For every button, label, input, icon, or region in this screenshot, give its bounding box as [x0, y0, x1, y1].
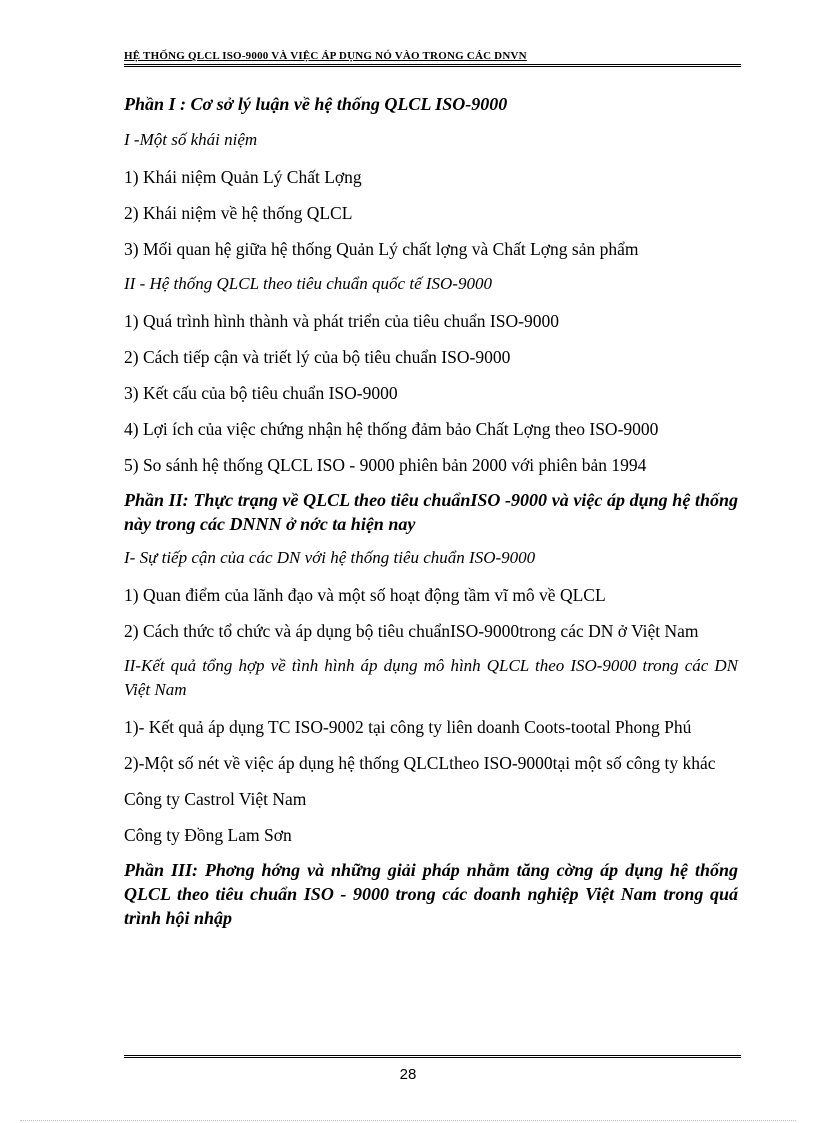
- list-item: 1) Khái niệm Quản Lý Chất Lợng: [124, 167, 362, 187]
- list-item: 3) Kết cấu của bộ tiêu chuẩn ISO-9000: [124, 383, 398, 403]
- part-heading: Phần I : Cơ sở lý luận về hệ thống QLCL ISO-9000: [124, 94, 508, 114]
- list-item: Công ty Đồng Lam Sơn: [124, 825, 292, 845]
- section-heading: II-Kết quả tổng hợp về tình hình áp dụng mô hình QLCL theo ISO-9000 trong các DN Việt Nam: [124, 656, 738, 699]
- list-item: 4) Lợi ích của việc chứng nhận hệ thống đảm bảo Chất Lợng theo ISO-9000: [124, 419, 659, 439]
- table-of-contents: [124, 92, 738, 930]
- list-item: 1) Quá trình hình thành và phát triển của tiêu chuẩn ISO-9000: [124, 311, 559, 331]
- part-heading: Phần III: Phơng hớng và những giải pháp nhằm tăng cờng áp dụng hệ thống QLCL theo tiêu chuẩn ISO - 9000 trong các doanh nghiệp Việt Nam trong quá trình hội nhập: [124, 860, 738, 928]
- list-item: 2) Khái niệm về hệ thống QLCL: [124, 203, 353, 223]
- list-item: 1)- Kết quả áp dụng TC ISO-9002 tại công ty liên doanh Coots-tootal Phong Phú: [124, 717, 692, 737]
- section-heading: II - Hệ thống QLCL theo tiêu chuẩn quốc tế ISO-9000: [124, 274, 492, 293]
- page-number: 28: [399, 1066, 417, 1083]
- list-item: 2) Cách thức tổ chức và áp dụng bộ tiêu chuẩnISO-9000trong các DN ở Việt Nam: [124, 621, 699, 641]
- list-item: 3) Mối quan hệ giữa hệ thống Quản Lý chất lợng và Chất Lợng sản phẩm: [124, 239, 639, 259]
- footer-rule: [124, 1055, 741, 1058]
- section-heading: I- Sự tiếp cận của các DN với hệ thống tiêu chuẩn ISO-9000: [124, 548, 536, 567]
- section-heading: I -Một số khái niệm: [124, 130, 258, 149]
- list-item: 1) Quan điểm của lãnh đạo và một số hoạt động tầm vĩ mô về QLCL: [124, 585, 606, 605]
- list-item: 2)-Một số nét về việc áp dụng hệ thống QLCLtheo ISO-9000tại một số công ty khác: [124, 753, 716, 773]
- part-heading: Phần II: Thực trạng về QLCL theo tiêu chuẩnISO -9000 và việc áp dụng hệ thống này trong các DNNN ở nớc ta hiện nay: [124, 490, 738, 534]
- page-header-title: HỆ THỐNG QLCL ISO-9000 VÀ VIỆC ÁP DỤNG NÓ VÀO TRONG CÁC DNVN: [124, 50, 527, 62]
- list-item: Công ty Castrol Việt Nam: [124, 789, 307, 809]
- list-item: 2) Cách tiếp cận và triết lý của bộ tiêu chuẩn ISO-9000: [124, 347, 511, 367]
- page-edge-divider: [20, 1120, 796, 1121]
- header-rule: [124, 64, 741, 67]
- list-item: 5) So sánh hệ thống QLCL ISO - 9000 phiên bản 2000 với phiên bản 1994: [124, 455, 647, 475]
